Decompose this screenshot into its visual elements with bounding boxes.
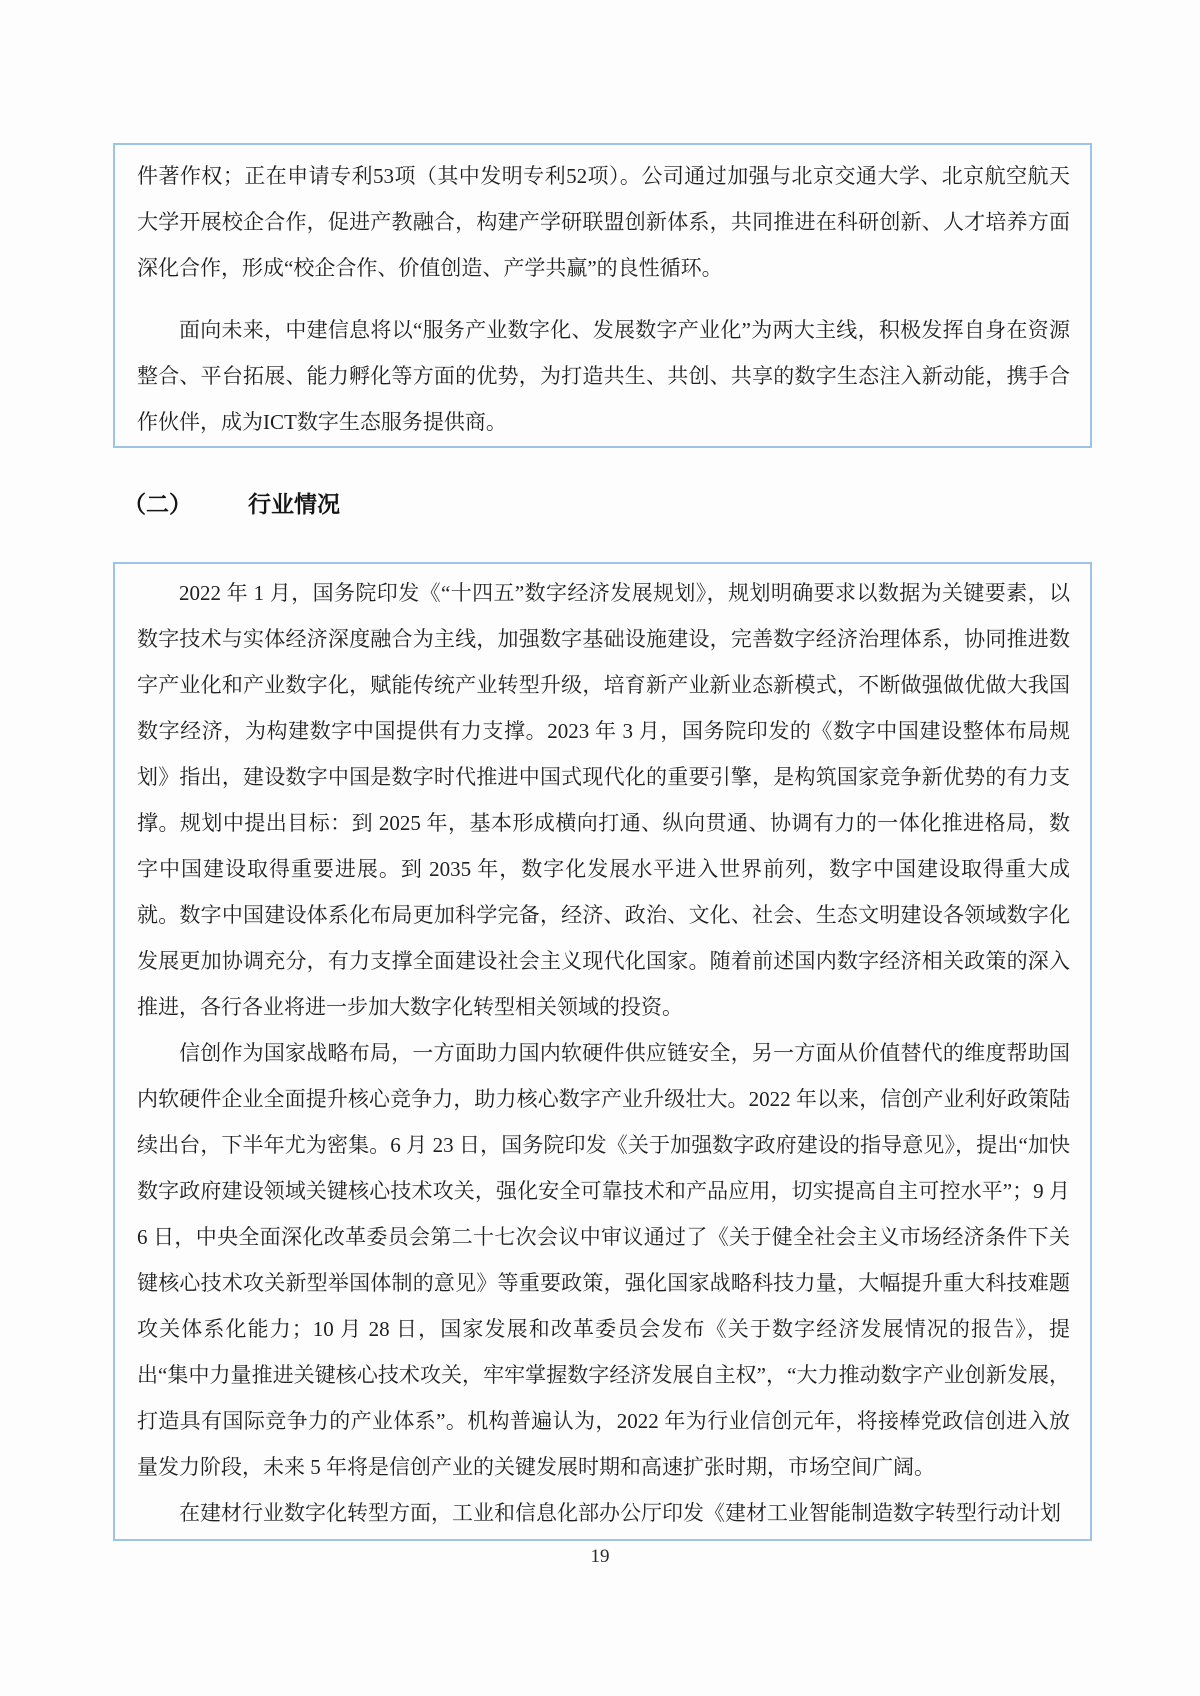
page-number: 19 — [590, 1546, 610, 1567]
paragraph: 2022 年 1 月，国务院印发《“十四五”数字经济发展规划》，规划明确要求以数据为关键要素，以数字技术与实体经济深度融合为主线，加强数字基础设施建设，完善数字经济治理体系，协同推进数字产业化和产业数字化，赋能传统产业转型升级，培育新产业新业态新模式，不断做强做优做大我国数字经济，为构建数字中国提供有力支撑。2023 年 3 月，国务院印发的《数字中国建设整体布局规划》指出，建设数字中国是数字时代推进中国式现代化的重要引擎，是构筑国家竞争新优势的有力支撑。规划中提出目标：到 2025 年，基本形成横向打通、纵向贯通、协调有力的一体化推进格局，数字中国建设取得重要进展。到 2035 年，数字化发展水平进入世界前列，数字中国建设取得重大成就。数字中国建设体系化布局更加科学完备，经济、政治、文化、社会、生态文明建设各领域数字化发展更加协调充分，有力支撑全面建设社会主义现代化国家。随着前述国内数字经济相关政策的深入推进，各行各业将进一步加大数字化转型相关领域的投资。 — [137, 581, 1070, 1019]
paragraph: 面向未来，中建信息将以“服务产业数字化、发展数字产业化”为两大主线，积极发挥自身在资源整合、平台拓展、能力孵化等方面的优势，为打造共生、共创、共享的数字生态注入新动能，携手合作伙伴，成为ICT数字生态服务提供商。 — [137, 318, 1070, 434]
continued-text-box — [113, 143, 1092, 448]
paragraph: 件著作权；正在申请专利53项（其中发明专利52项）。公司通过加强与北京交通大学、北京航空航天大学开展校企合作，促进产教融合，构建产学研联盟创新体系，共同推进在科研创新、人才培养方面深化合作，形成“校企合作、价值创造、产学共赢”的良性循环。 — [137, 164, 1070, 280]
paragraph: 信创作为国家战略布局，一方面助力国内软硬件供应链安全，另一方面从价值替代的维度帮助国内软硬件企业全面提升核心竞争力，助力核心数字产业升级壮大。2022 年以来，信创产业利好政策陆续出台，下半年尤为密集。6 月 23 日，国务院印发《关于加强数字政府建设的指导意见》，提出“加快数字政府建设领域关键核心技术攻关，强化安全可靠技术和产品应用，切实提高自主可控水平”；9 月 6 日，中央全面深化改革委员会第二十七次会议中审议通过了《关于健全社会主义市场经济条件下关键核心技术攻关新型举国体制的意见》等重要政策，强化国家战略科技力量，大幅提升重大科技难题攻关体系化能力；10 月 28 日，国家发展和改革委员会发布《关于数字经济发展情况的报告》，提出“集中力量推进关键核心技术攻关，牢牢掌握数字经济发展自主权”，“大力推动数字产业创新发展，打造具有国际竞争力的产业体系”。机构普遍认为，2022 年为行业信创元年，将接棒党政信创进入放量发力阶段，未来 5 年将是信创产业的关键发展时期和高速扩张时期，市场空间广阔。 — [137, 1041, 1070, 1479]
page-footer — [0, 1546, 1200, 1568]
section-title: 行业情况 — [248, 492, 340, 517]
paragraph: 在建材行业数字化转型方面，工业和信息化部办公厅印发《建材工业智能制造数字转型行动计划 — [179, 1501, 1061, 1525]
section-heading — [123, 486, 340, 519]
section-number: （二） — [123, 492, 192, 517]
industry-overview-box — [113, 562, 1092, 1541]
